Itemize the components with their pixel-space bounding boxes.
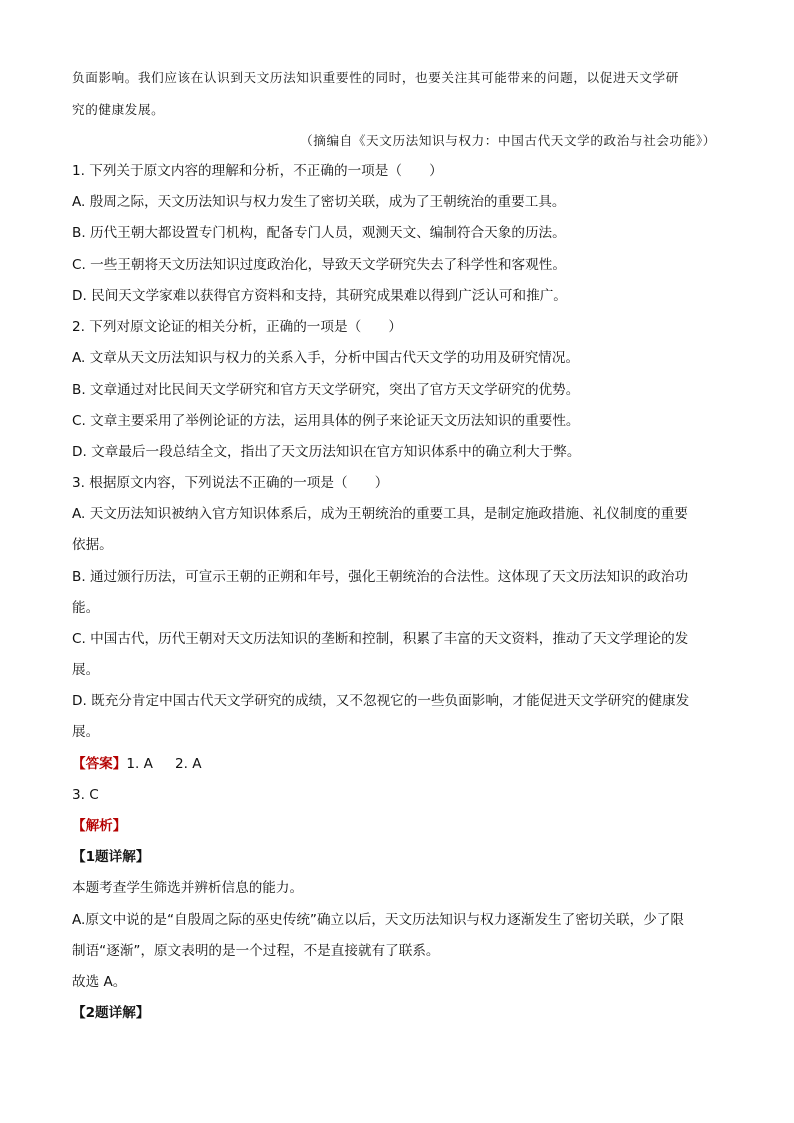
analysis-tag: 【解析】 bbox=[72, 818, 127, 834]
analysis-heading-1: 【1题详解】 bbox=[72, 849, 150, 865]
question-3-option-d-cont: 展。 bbox=[72, 724, 100, 740]
question-3-option-a-cont: 依据。 bbox=[72, 537, 113, 553]
question-3-option-d: D. 既充分肯定中国古代天文学研究的成绩，又不忽视它的一些负面影响，才能促进天文学研究的健康发 bbox=[72, 693, 690, 709]
analysis-text: 制语“逐渐”，原文表明的是一个过程，不是直接就有了联系。 bbox=[72, 943, 440, 959]
question-2-stem: 2. 下列对原文论证的相关分析，正确的一项是（ ） bbox=[72, 319, 402, 335]
passage-source: （摘编自《天文历法知识与权力：中国古代天文学的政治与社会功能》） bbox=[300, 133, 716, 148]
answer-2: 2. A bbox=[174, 756, 202, 772]
analysis-text: 故选 A。 bbox=[72, 974, 127, 990]
question-2-option-b: B. 文章通过对比民间天文学研究和官方天文学研究，突出了官方天文学研究的优势。 bbox=[72, 382, 580, 398]
question-2-option-a: A. 文章从天文历法知识与权力的关系入手，分析中国古代天文学的功用及研究情况。 bbox=[72, 350, 580, 366]
question-1-option-a: A. 殷周之际，天文历法知识与权力发生了密切关联，成为了王朝统治的重要工具。 bbox=[72, 194, 566, 210]
question-2-option-d: D. 文章最后一段总结全文，指出了天文历法知识在官方知识体系中的确立利大于弊。 bbox=[72, 444, 581, 460]
analysis-text: A.原文中说的是“自殷周之际的巫史传统”确立以后，天文历法知识与权力逐渐发生了密切关联，少了限 bbox=[72, 912, 684, 928]
passage-line: 负面影响。我们应该在认识到天文历法知识重要性的同时，也要关注其可能带来的问题，以促进天文学研 bbox=[72, 70, 679, 85]
analysis-heading-2: 【2题详解】 bbox=[72, 1005, 150, 1021]
answer-1: 1. A bbox=[126, 756, 153, 772]
question-3-option-c-cont: 展。 bbox=[72, 662, 100, 678]
analysis-text: 本题考查学生筛选并辨析信息的能力。 bbox=[72, 880, 304, 896]
question-3-option-b-cont: 能。 bbox=[72, 600, 100, 616]
passage-line: 究的健康发展。 bbox=[72, 102, 165, 117]
question-1-option-d: D. 民间天文学家难以获得官方资料和支持，其研究成果难以得到广泛认可和推广。 bbox=[72, 288, 567, 304]
question-1-option-b: B. 历代王朝大都设置专门机构，配备专门人员，观测天文、编制符合天象的历法。 bbox=[72, 225, 566, 241]
question-3-option-b: B. 通过颁行历法，可宣示王朝的正朔和年号，强化王朝统治的合法性。这体现了天文历法知识的政治功 bbox=[72, 569, 689, 585]
question-1-stem: 1. 下列关于原文内容的理解和分析，不正确的一项是（ ） bbox=[72, 163, 443, 179]
answer-3: 3. C bbox=[72, 787, 99, 803]
answer-line bbox=[72, 754, 202, 774]
question-3-option-c: C. 中国古代，历代王朝对天文历法知识的垄断和控制，积累了丰富的天文资料，推动了天文学理论的发 bbox=[72, 631, 689, 647]
question-3-option-a: A. 天文历法知识被纳入官方知识体系后，成为王朝统治的重要工具，是制定施政措施、礼仪制度的重要 bbox=[72, 506, 688, 522]
question-3-stem: 3. 根据原文内容，下列说法不正确的一项是（ ） bbox=[72, 475, 389, 491]
question-2-option-c: C. 文章主要采用了举例论证的方法，运用具体的例子来论证天文历法知识的重要性。 bbox=[72, 413, 580, 429]
question-1-option-c: C. 一些王朝将天文历法知识过度政治化，导致天文学研究失去了科学性和客观性。 bbox=[72, 257, 566, 273]
answer-tag: 【答案】 bbox=[72, 756, 127, 772]
